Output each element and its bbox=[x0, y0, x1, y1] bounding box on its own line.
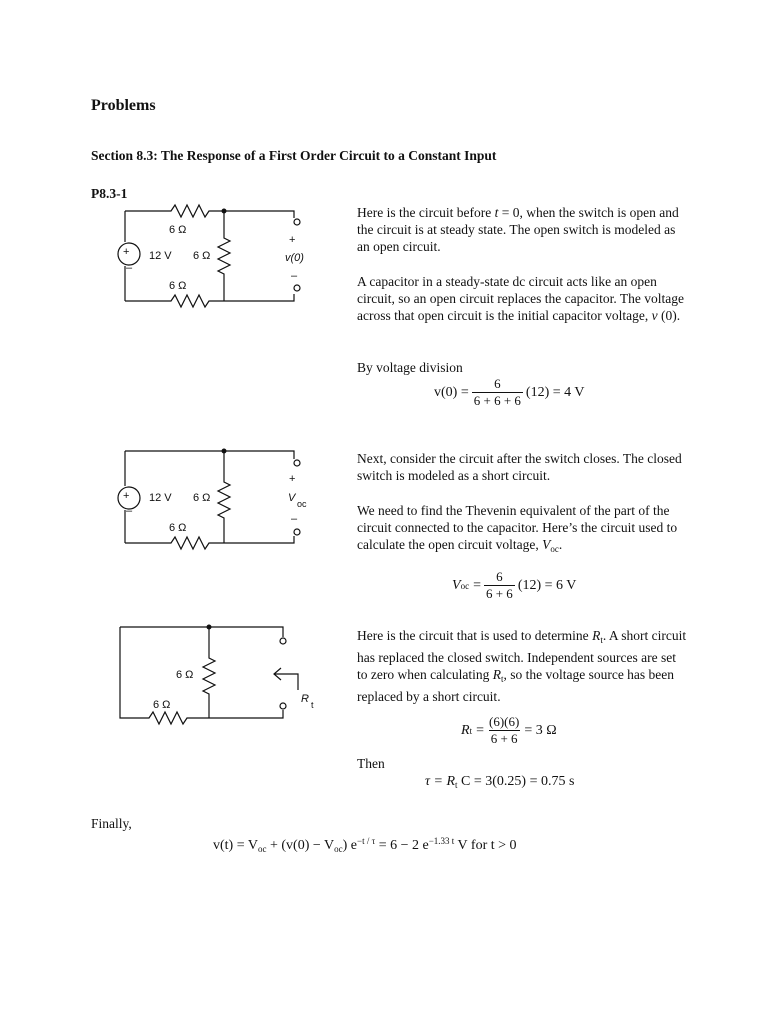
eq3-lhs-sub: t bbox=[469, 725, 473, 736]
eq2-equals: = bbox=[473, 577, 481, 593]
para5-post: . bbox=[558, 537, 563, 552]
para6-var2: R bbox=[492, 667, 501, 682]
eq5-part5: V for t > 0 bbox=[454, 838, 517, 853]
eq4-text: τ = R bbox=[425, 774, 456, 789]
para2-pre: A capacitor in a steady-state dc circuit acts like an open circuit, so an open circuit replaces the capacitor. The voltage across that open circuit is the initial capacitor voltage, bbox=[357, 274, 684, 323]
rt-label-sub: t bbox=[311, 700, 314, 710]
eq1-fraction bbox=[472, 376, 523, 409]
eq5-sub1: oc bbox=[257, 844, 267, 854]
eq2-numerator: 6 bbox=[496, 569, 503, 584]
eq5-part1: v(t) = V bbox=[213, 838, 258, 853]
paragraph-then: Then bbox=[357, 756, 385, 771]
equation-thevenin-resistance bbox=[461, 714, 557, 747]
eq5-sup1: −t / τ bbox=[357, 836, 376, 846]
eq1-numerator: 6 bbox=[494, 376, 501, 391]
para6-mid: . A short circuit has replaced the closed switch. Independent sources are set to zero when calculating bbox=[357, 628, 687, 682]
output-voltage-label: v(0) bbox=[285, 252, 304, 264]
output-minus-sign: – bbox=[291, 270, 298, 282]
eq3-lhs-main: R bbox=[461, 722, 470, 738]
circuit-2-diagram bbox=[116, 446, 316, 556]
resistor-mid-label-3: 6 Ω bbox=[176, 669, 194, 681]
resistor-mid-label-2: 6 Ω bbox=[193, 492, 211, 504]
eq2-fraction bbox=[484, 569, 515, 602]
para5-sub: oc bbox=[550, 544, 559, 554]
resistor-bottom-label: 6 Ω bbox=[169, 280, 187, 292]
source-minus-sign: – bbox=[126, 262, 133, 274]
paragraph-finally: Finally, bbox=[91, 816, 132, 831]
voc-label-sub: oc bbox=[297, 499, 307, 509]
para1-pre: Here is the circuit before bbox=[357, 205, 495, 220]
circuit-3-diagram bbox=[116, 622, 326, 732]
eq3-fraction bbox=[487, 714, 521, 747]
eq3-equals: = bbox=[476, 722, 484, 738]
rt-label-main: R bbox=[301, 693, 309, 705]
para5-pre: We need to find the Thevenin equivalent of the part of the circuit connected to the capacitor. Here’s the circuit used to calculate the open circuit voltage, bbox=[357, 503, 678, 552]
eq4-sub: t bbox=[455, 780, 458, 790]
para6-var1: R bbox=[592, 628, 601, 643]
para6-sub2: t bbox=[500, 674, 504, 684]
paragraph-before-switch bbox=[357, 204, 687, 255]
para1-post: = 0, when the switch is open and the circuit is at steady state. The open switch is modeled as an open circuit. bbox=[357, 205, 679, 254]
eq1-lhs: v(0) = bbox=[434, 384, 469, 400]
paragraph-rt-circuit bbox=[357, 627, 687, 705]
para2-var: v bbox=[651, 308, 658, 323]
output-plus-sign-2: + bbox=[289, 473, 296, 485]
equation-time-constant bbox=[425, 774, 574, 790]
page-title: Problems bbox=[91, 97, 156, 114]
para2-post: (0). bbox=[657, 308, 681, 323]
resistor-mid-label: 6 Ω bbox=[193, 250, 211, 262]
eq5-sup2: −1.33 t bbox=[428, 836, 455, 846]
output-plus-sign: + bbox=[289, 234, 296, 246]
equation-open-circuit-voltage bbox=[452, 569, 576, 602]
eq5-sub2: oc bbox=[334, 844, 343, 854]
circuit-1-diagram bbox=[116, 198, 316, 310]
source-voltage-label-2: 12 V bbox=[149, 492, 172, 504]
paragraph-voltage-division: By voltage division bbox=[357, 360, 463, 375]
para6-post: , so the voltage source has been replaced by a short circuit. bbox=[357, 667, 675, 704]
resistor-bottom-label-3: 6 Ω bbox=[153, 699, 171, 711]
paragraph-switch-closes: Next, consider the circuit after the switch closes. The closed switch is modeled as a short circuit. bbox=[357, 451, 682, 483]
eq2-lhs-main: V bbox=[452, 577, 461, 593]
equation-final-response bbox=[213, 836, 517, 854]
section-heading: Section 8.3: The Response of a First Order Circuit to a Constant Input bbox=[91, 148, 497, 163]
para1-var: t bbox=[494, 205, 499, 220]
eq4-rest: C = 3(0.25) = 0.75 s bbox=[457, 774, 575, 789]
problem-id: P8.3-1 bbox=[91, 186, 128, 201]
eq1-denominator: 6 + 6 + 6 bbox=[473, 393, 521, 408]
paragraph-capacitor bbox=[357, 273, 687, 324]
resistor-bottom-label-2: 6 Ω bbox=[169, 522, 187, 534]
equation-initial-voltage bbox=[434, 376, 584, 409]
eq5-part2: + (v(0) − V bbox=[266, 838, 335, 853]
source-voltage-label: 12 V bbox=[149, 250, 172, 262]
eq2-denominator: 6 + 6 bbox=[485, 586, 513, 601]
source-plus-sign-2: + bbox=[123, 490, 130, 502]
para6-sub1: t bbox=[600, 635, 603, 645]
source-plus-sign: + bbox=[123, 246, 130, 258]
eq2-lhs-sub: oc bbox=[460, 580, 470, 591]
eq5-part4: = 6 − 2 e bbox=[375, 838, 429, 853]
resistor-top-label: 6 Ω bbox=[169, 224, 187, 236]
paragraph-thevenin bbox=[357, 502, 687, 558]
eq3-rhs: = 3 Ω bbox=[524, 722, 557, 738]
output-minus-sign-2: – bbox=[291, 513, 298, 525]
eq3-denominator: 6 + 6 bbox=[490, 731, 518, 746]
source-minus-sign-2: – bbox=[126, 505, 133, 517]
para6-pre: Here is the circuit that is used to determine bbox=[357, 628, 593, 643]
eq5-part3: ) e bbox=[342, 838, 357, 853]
para5-var: V bbox=[542, 537, 551, 552]
eq2-rhs: (12) = 6 V bbox=[517, 577, 577, 593]
eq3-numerator: (6)(6) bbox=[488, 714, 520, 729]
voc-label-main: V bbox=[288, 492, 296, 504]
eq1-rhs: (12) = 4 V bbox=[525, 384, 585, 400]
